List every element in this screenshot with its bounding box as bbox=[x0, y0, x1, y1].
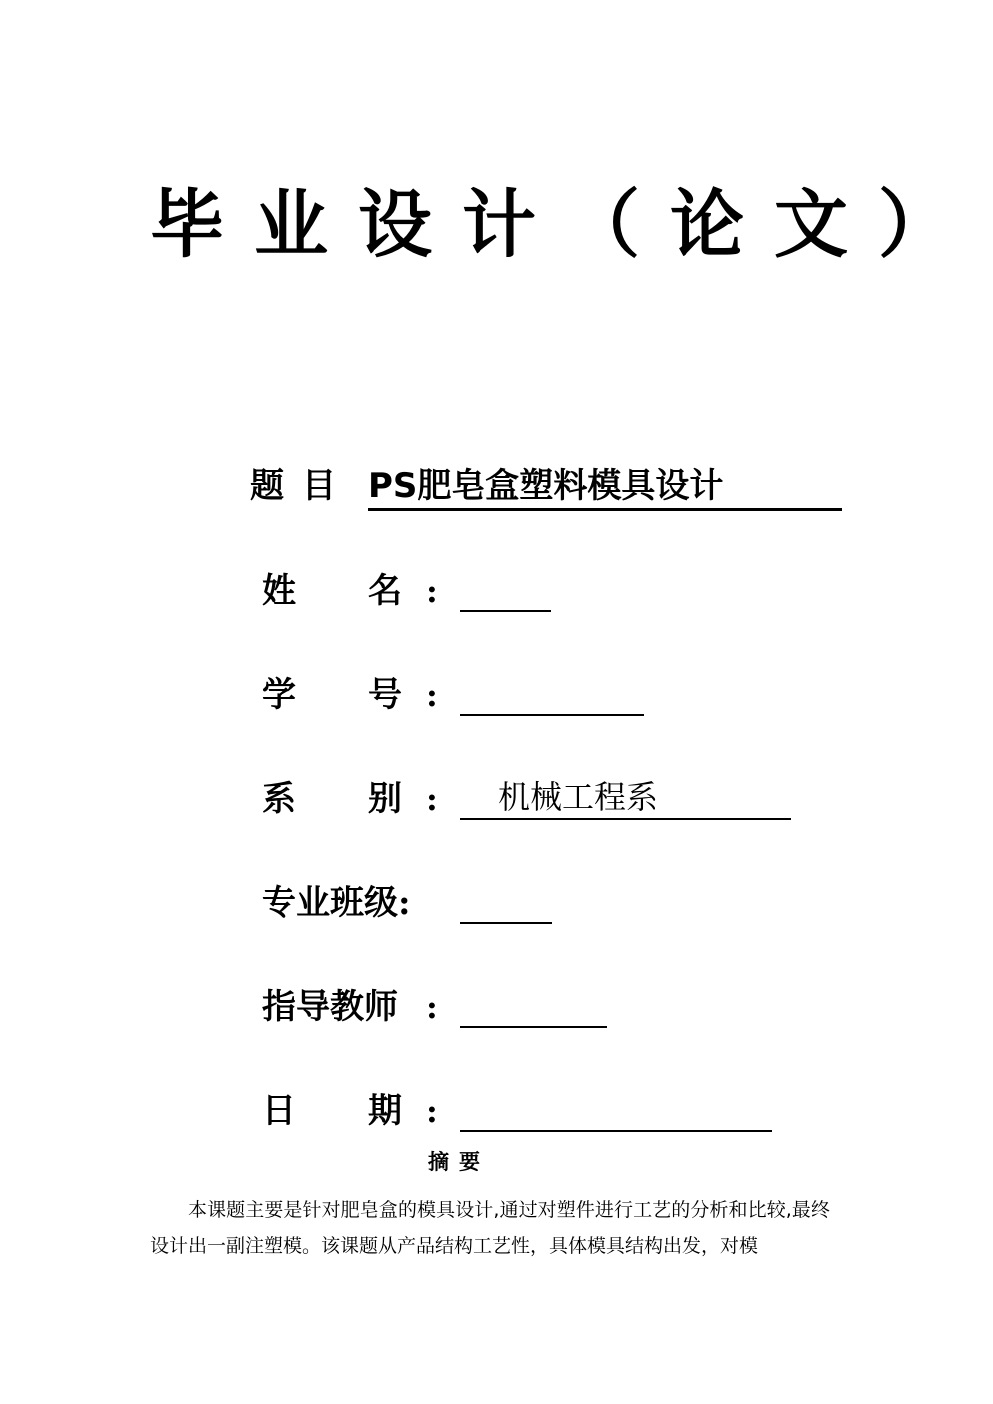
date-colon: : bbox=[426, 1092, 438, 1130]
department-value: 机械工程系 bbox=[498, 778, 659, 816]
department-label-char-2: 别 bbox=[368, 779, 402, 819]
advisor-label: 指导教师 bbox=[262, 987, 398, 1027]
field-row-department bbox=[262, 774, 822, 824]
department-label bbox=[262, 774, 402, 824]
name-label-char-2: 名 bbox=[368, 571, 402, 611]
field-row-class bbox=[262, 878, 822, 928]
topic-row bbox=[250, 462, 850, 512]
student-id-colon: : bbox=[426, 676, 438, 714]
student-id-label-char-1: 学 bbox=[262, 675, 296, 715]
field-row-advisor bbox=[262, 982, 822, 1032]
student-id-label bbox=[262, 670, 402, 720]
date-label bbox=[262, 1086, 402, 1136]
name-label bbox=[262, 566, 402, 616]
department-colon: : bbox=[426, 780, 438, 818]
thesis-title: 毕业设计（论文） bbox=[150, 182, 982, 268]
date-underline bbox=[460, 1130, 772, 1132]
topic-label: 题目 bbox=[250, 466, 354, 506]
date-label-char-1: 日 bbox=[262, 1091, 296, 1131]
class-underline bbox=[460, 922, 552, 924]
abstract-title: 摘要 bbox=[428, 1149, 490, 1174]
field-row-student-id bbox=[262, 670, 822, 720]
topic-value: PS肥皂盒塑料模具设计 bbox=[368, 462, 842, 511]
date-label-char-2: 期 bbox=[368, 1091, 402, 1131]
field-row-name bbox=[262, 566, 822, 616]
name-colon: : bbox=[426, 572, 438, 610]
name-underline bbox=[460, 610, 551, 612]
advisor-underline bbox=[460, 1026, 607, 1028]
field-row-date bbox=[262, 1086, 822, 1136]
class-label: 专业班级: bbox=[262, 883, 411, 923]
department-label-char-1: 系 bbox=[262, 779, 296, 819]
student-id-underline bbox=[460, 714, 644, 716]
student-id-label-char-2: 号 bbox=[368, 675, 402, 715]
abstract-body: 本课题主要是针对肥皂盒的模具设计,通过对塑件进行工艺的分析和比较,最终设计出一副注塑模。该课题从产品结构工艺性，具体模具结构出发，对模 bbox=[150, 1199, 830, 1257]
name-label-char-1: 姓 bbox=[262, 571, 296, 611]
advisor-colon: : bbox=[426, 988, 438, 1026]
